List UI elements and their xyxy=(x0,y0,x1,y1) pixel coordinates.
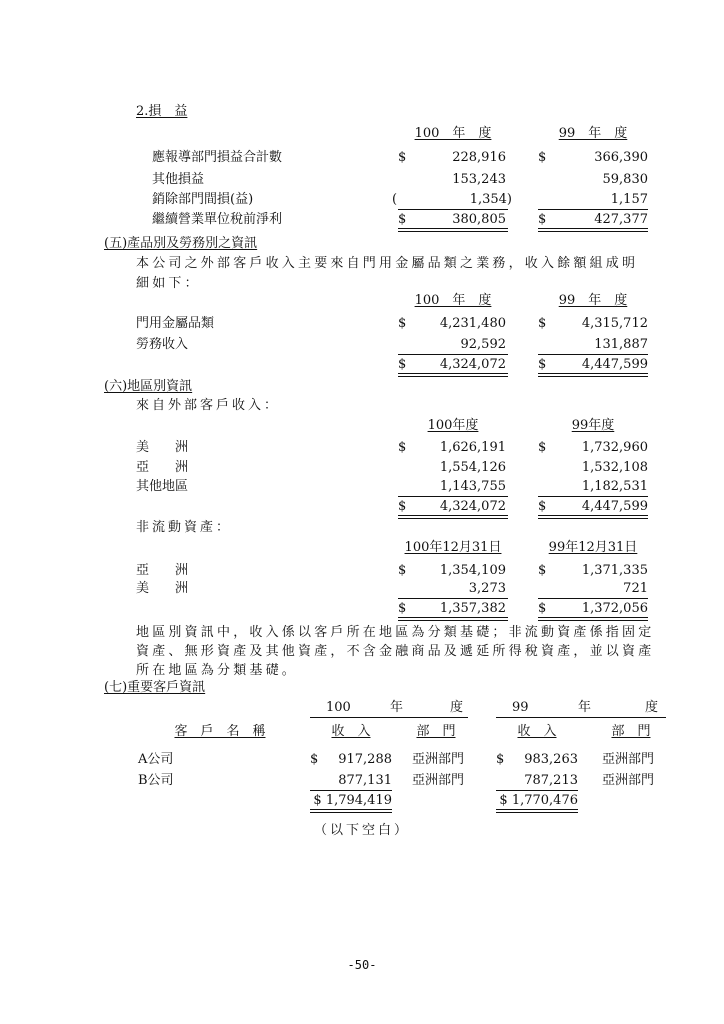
total-100: 4,324,072 xyxy=(439,357,506,372)
total-double-rule xyxy=(398,617,508,621)
subtotal-rule xyxy=(398,598,508,599)
currency-sign: $ xyxy=(538,601,547,616)
total-100: 4,324,072 xyxy=(439,499,506,514)
value-100: 4,231,480 xyxy=(439,316,506,331)
total-double-rule xyxy=(398,373,508,377)
currency-sign: $ xyxy=(398,357,407,372)
customer-name: A公司 xyxy=(138,752,174,767)
revenue-100: 917,288 xyxy=(338,752,392,767)
dept-99: 亞洲部門 xyxy=(602,752,655,767)
value-99: 1,157 xyxy=(610,192,648,207)
section-title-major-customers: (七)重要客戶資訊 xyxy=(104,680,206,695)
value-99: 4,315,712 xyxy=(581,316,648,331)
row-label: 銷除部門間損(益) xyxy=(152,192,254,207)
currency-sign: $ xyxy=(398,440,407,455)
value-99: 131,887 xyxy=(594,337,648,352)
currency-sign: $ xyxy=(538,150,547,165)
row-label: 其他地區 xyxy=(136,479,189,494)
open-paren: ( xyxy=(392,192,398,207)
revenue-100: 877,131 xyxy=(338,773,392,788)
total-revenue-100: $ 1,794,419 xyxy=(313,793,392,808)
value-100: 1,143,755 xyxy=(439,479,506,494)
value-100: 153,243 xyxy=(452,172,506,187)
value-100: 1,626,191 xyxy=(439,440,506,455)
total-double-rule xyxy=(538,515,648,519)
total-double-rule xyxy=(310,809,392,813)
total-double-rule xyxy=(496,809,578,813)
subtotal-rule xyxy=(538,209,648,210)
row-label: 美 洲 xyxy=(136,440,189,455)
total-100: 1,357,382 xyxy=(439,601,506,616)
subtotal-rule xyxy=(496,790,578,791)
subheading-revenue: 來自外部客戶收入： xyxy=(136,398,281,413)
section-title-products: (五)產品別及勞務別之資訊 xyxy=(104,236,258,251)
header-year-100: 100 年 度 xyxy=(414,126,492,141)
total-double-rule xyxy=(398,228,508,232)
currency-sign: $ xyxy=(310,752,319,767)
total-revenue-99: $ 1,770,476 xyxy=(499,793,578,808)
subheading-noncurrent-assets: 非流動資產： xyxy=(136,520,233,535)
header-year-100: 100年度 xyxy=(427,418,479,433)
row-label: 勞務收入 xyxy=(136,337,189,352)
currency-sign: $ xyxy=(496,752,505,767)
value-99: 427,377 xyxy=(594,212,648,227)
revenue-99: 787,213 xyxy=(524,773,578,788)
row-label: 亞 洲 xyxy=(136,460,189,475)
currency-sign: $ xyxy=(398,316,407,331)
column-header-dept-100: 部 門 xyxy=(416,724,456,739)
header-year-99-number: 99 xyxy=(512,700,529,715)
value-99: 59,830 xyxy=(602,172,648,187)
value-99: 1,732,960 xyxy=(581,440,648,455)
value-99: 721 xyxy=(623,581,648,596)
currency-sign: $ xyxy=(398,499,407,514)
total-99: 4,447,599 xyxy=(581,499,648,514)
total-double-rule xyxy=(538,228,648,232)
subtotal-rule xyxy=(398,209,508,210)
subtotal-rule xyxy=(538,496,648,497)
value-100: 228,916 xyxy=(452,150,506,165)
header-year-99-unit: 年 xyxy=(578,700,592,715)
header-year-99: 99 年 度 xyxy=(558,293,628,308)
value-100: 1,354) xyxy=(469,192,512,207)
currency-sign: $ xyxy=(538,212,547,227)
value-100: 92,592 xyxy=(460,337,506,352)
page-number: -50- xyxy=(347,958,377,972)
paragraph-line: 資產、無形資產及其他資產，不含金融商品及遞延所得稅資產，並以資產 xyxy=(136,644,655,659)
column-header-revenue-100: 收 入 xyxy=(331,724,371,739)
header-year-99: 99年度 xyxy=(571,418,615,433)
value-100: 1,354,109 xyxy=(439,563,506,578)
column-header-revenue-99: 收 入 xyxy=(517,724,557,739)
currency-sign: $ xyxy=(538,499,547,514)
header-date-100: 100年12月31日 xyxy=(404,540,502,555)
value-100: 380,805 xyxy=(452,212,506,227)
total-99: 4,447,599 xyxy=(581,357,648,372)
column-header-customer-name: 客 戶 名 稱 xyxy=(174,724,266,739)
row-label: 亞 洲 xyxy=(136,563,189,578)
header-year-100-unit: 年 xyxy=(390,700,404,715)
paragraph-line: 地區別資訊中，收入係以客戶所在地區為分類基礎；非流動資產係指固定 xyxy=(136,625,655,640)
paragraph-line: 所在地區為分類基礎。 xyxy=(136,663,299,678)
currency-sign: $ xyxy=(398,563,407,578)
value-100: 3,273 xyxy=(468,581,506,596)
dept-100: 亞洲部門 xyxy=(412,773,465,788)
header-year-100: 100 年 度 xyxy=(414,293,492,308)
header-date-99: 99年12月31日 xyxy=(548,540,638,555)
currency-sign: $ xyxy=(538,357,547,372)
row-label: 美 洲 xyxy=(136,581,189,596)
subtotal-rule xyxy=(538,598,648,599)
row-label: 其他損益 xyxy=(152,172,205,187)
row-label: 門用金屬品類 xyxy=(136,316,215,331)
value-99: 1,182,531 xyxy=(581,479,648,494)
subtotal-rule xyxy=(538,354,648,355)
currency-sign: $ xyxy=(538,563,547,578)
row-label: 應報導部門損益合計數 xyxy=(152,150,283,165)
revenue-99: 983,263 xyxy=(524,752,578,767)
currency-sign: $ xyxy=(538,440,547,455)
total-double-rule xyxy=(538,617,648,621)
header-rule xyxy=(310,717,468,718)
blank-below-note: （以下空白） xyxy=(313,823,410,838)
total-double-rule xyxy=(538,373,648,377)
total-99: 1,372,056 xyxy=(581,601,648,616)
currency-sign: $ xyxy=(398,212,407,227)
currency-sign: $ xyxy=(398,601,407,616)
currency-sign: $ xyxy=(398,150,407,165)
dept-100: 亞洲部門 xyxy=(412,752,465,767)
paragraph-line: 本公司之外部客戶收入主要來自門用金屬品類之業務，收入餘額組成明 xyxy=(136,256,639,271)
header-year-100-number: 100 xyxy=(326,700,351,715)
customer-name: B公司 xyxy=(138,773,174,788)
dept-99: 亞洲部門 xyxy=(602,773,655,788)
section-title-regions: (六)地區別資訊 xyxy=(104,379,193,394)
header-year-99-suffix: 度 xyxy=(645,700,659,715)
value-99: 1,371,335 xyxy=(581,563,648,578)
subtotal-rule xyxy=(398,496,508,497)
subtotal-rule xyxy=(398,354,508,355)
row-label: 繼續營業單位稅前淨利 xyxy=(152,212,283,227)
header-rule xyxy=(496,717,666,718)
currency-sign: $ xyxy=(538,316,547,331)
header-year-99: 99 年 度 xyxy=(558,126,628,141)
value-100: 1,554,126 xyxy=(439,460,506,475)
subtotal-rule xyxy=(310,790,392,791)
header-year-100-suffix: 度 xyxy=(450,700,464,715)
column-header-dept-99: 部 門 xyxy=(611,724,651,739)
total-double-rule xyxy=(398,515,508,519)
section-title-profit-loss: 2.損 益 xyxy=(136,104,188,119)
value-99: 366,390 xyxy=(594,150,648,165)
value-99: 1,532,108 xyxy=(581,460,648,475)
paragraph-line: 細如下： xyxy=(136,276,201,291)
